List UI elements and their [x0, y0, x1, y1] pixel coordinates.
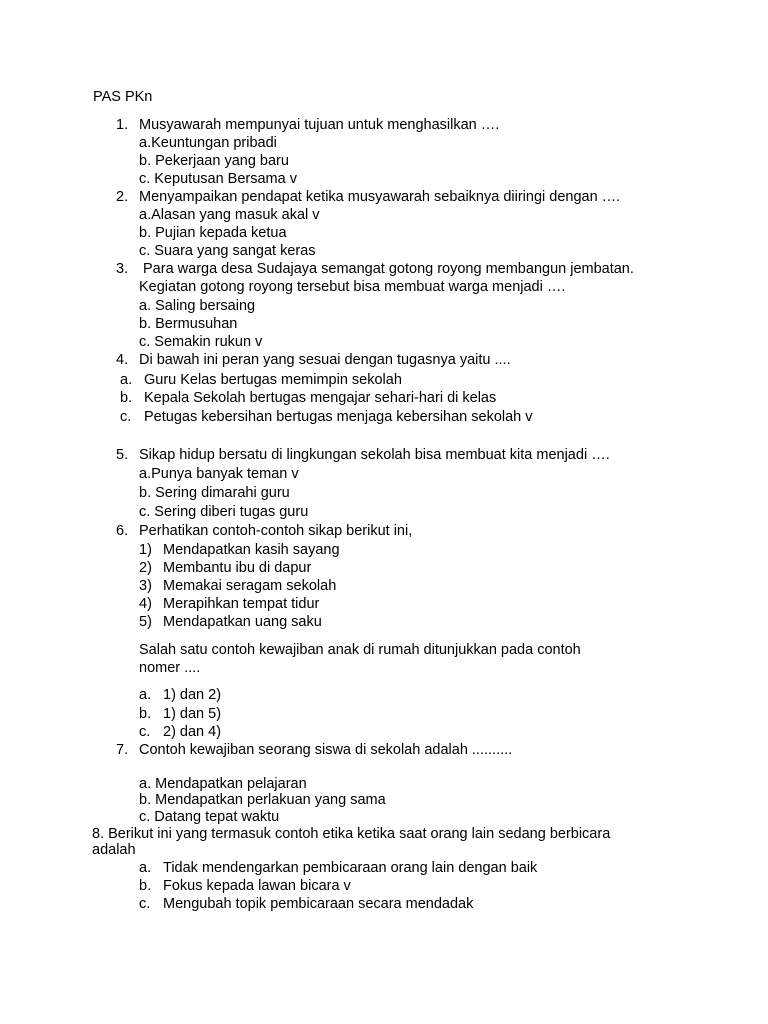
question-8-option-b: Fokus kepada lawan bicara v — [163, 878, 351, 894]
question-6-option-c-letter: c. — [139, 724, 151, 740]
question-4-option-c: Petugas kebersihan bertugas menjaga kebersihan sekolah v — [144, 409, 533, 425]
question-1-text: Musyawarah mempunyai tujuan untuk menghasilkan …. — [139, 117, 500, 133]
question-6-option-a: 1) dan 2) — [163, 687, 222, 703]
question-8-text: 8. Berikut ini yang termasuk contoh etika ketika saat orang lain sedang berbicara — [92, 826, 611, 842]
question-3-option-a: a. Saling bersaing — [139, 298, 256, 314]
question-4-text: Di bawah ini peran yang sesuai dengan tugasnya yaitu .... — [139, 352, 511, 368]
question-8-option-a: Tidak mendengarkan pembicaraan orang lain dengan baik — [163, 860, 538, 876]
question-4-option-c-letter: c. — [120, 409, 132, 425]
question-5-option-b: b. Sering dimarahi guru — [139, 485, 290, 501]
question-7-text: Contoh kewajiban seorang siswa di sekolah adalah .......... — [139, 742, 513, 758]
question-3-text: Para warga desa Sudajaya semangat gotong royong membangun jembatan. — [143, 261, 634, 277]
question-6-item-4: Merapihkan tempat tidur — [163, 596, 320, 612]
question-2-text: Menyampaikan pendapat ketika musyawarah sebaiknya diiringi dengan …. — [139, 189, 621, 205]
question-6-item-2: Membantu ibu di dapur — [163, 560, 312, 576]
question-1-number: 1. — [116, 117, 129, 133]
question-6-item-5: Mendapatkan uang saku — [163, 614, 322, 630]
question-6-option-b: 1) dan 5) — [163, 706, 222, 722]
question-8-option-a-letter: a. — [139, 860, 152, 876]
question-5-text: Sikap hidup bersatu di lingkungan sekolah bisa membuat kita menjadi …. — [139, 447, 610, 463]
question-6-option-a-letter: a. — [139, 687, 152, 703]
question-2-option-b: b. Pujian kepada ketua — [139, 225, 287, 241]
question-3-number: 3. — [116, 261, 129, 277]
question-7-option-b: b. Mendapatkan perlakuan yang sama — [139, 792, 386, 808]
question-1-option-b: b. Pekerjaan yang baru — [139, 153, 289, 169]
question-6-number: 6. — [116, 523, 129, 539]
question-6-item-5-number: 5) — [139, 614, 152, 630]
question-6-text: Perhatikan contoh-contoh sikap berikut ini, — [139, 523, 413, 539]
question-6-option-b-letter: b. — [139, 706, 152, 722]
question-8-text-line-2: adalah — [92, 842, 136, 858]
question-1-option-c: c. Keputusan Bersama v — [139, 171, 297, 187]
question-7-number: 7. — [116, 742, 129, 758]
document-title: PAS PKn — [93, 89, 153, 105]
question-5-number: 5. — [116, 447, 129, 463]
question-2-option-c: c. Suara yang sangat keras — [139, 243, 316, 259]
question-3-text-line-2: Kegiatan gotong royong tersebut bisa membuat warga menjadi …. — [139, 279, 566, 295]
question-6-prompt-line-2: nomer .... — [139, 660, 201, 676]
question-2-number: 2. — [116, 189, 129, 205]
question-2-option-a: a.Alasan yang masuk akal v — [139, 207, 320, 223]
question-1-option-a: a.Keuntungan pribadi — [139, 135, 277, 151]
question-4-option-a-letter: a. — [120, 372, 133, 388]
question-7-option-a: a. Mendapatkan pelajaran — [139, 776, 307, 792]
question-6-option-c: 2) dan 4) — [163, 724, 222, 740]
question-6-item-3: Memakai seragam sekolah — [163, 578, 337, 594]
question-3-option-c: c. Semakin rukun v — [139, 334, 263, 350]
question-6-item-3-number: 3) — [139, 578, 152, 594]
question-7-option-c: c. Datang tepat waktu — [139, 809, 280, 825]
question-6-item-1: Mendapatkan kasih sayang — [163, 542, 340, 558]
question-6-item-2-number: 2) — [139, 560, 152, 576]
question-5-option-a: a.Punya banyak teman v — [139, 466, 299, 482]
question-4-option-b-letter: b. — [120, 390, 133, 406]
question-8-option-c-letter: c. — [139, 896, 151, 912]
question-6-item-1-number: 1) — [139, 542, 152, 558]
question-4-option-a: Guru Kelas bertugas memimpin sekolah — [144, 372, 402, 388]
question-5-option-c: c. Sering diberi tugas guru — [139, 504, 309, 520]
question-4-number: 4. — [116, 352, 129, 368]
question-6-item-4-number: 4) — [139, 596, 152, 612]
question-8-option-b-letter: b. — [139, 878, 152, 894]
question-3-option-b: b. Bermusuhan — [139, 316, 238, 332]
question-4-option-b: Kepala Sekolah bertugas mengajar sehari-hari di kelas — [144, 390, 497, 406]
question-8-option-c: Mengubah topik pembicaraan secara mendadak — [163, 896, 474, 912]
question-6-prompt: Salah satu contoh kewajiban anak di rumah ditunjukkan pada contoh — [139, 642, 581, 658]
